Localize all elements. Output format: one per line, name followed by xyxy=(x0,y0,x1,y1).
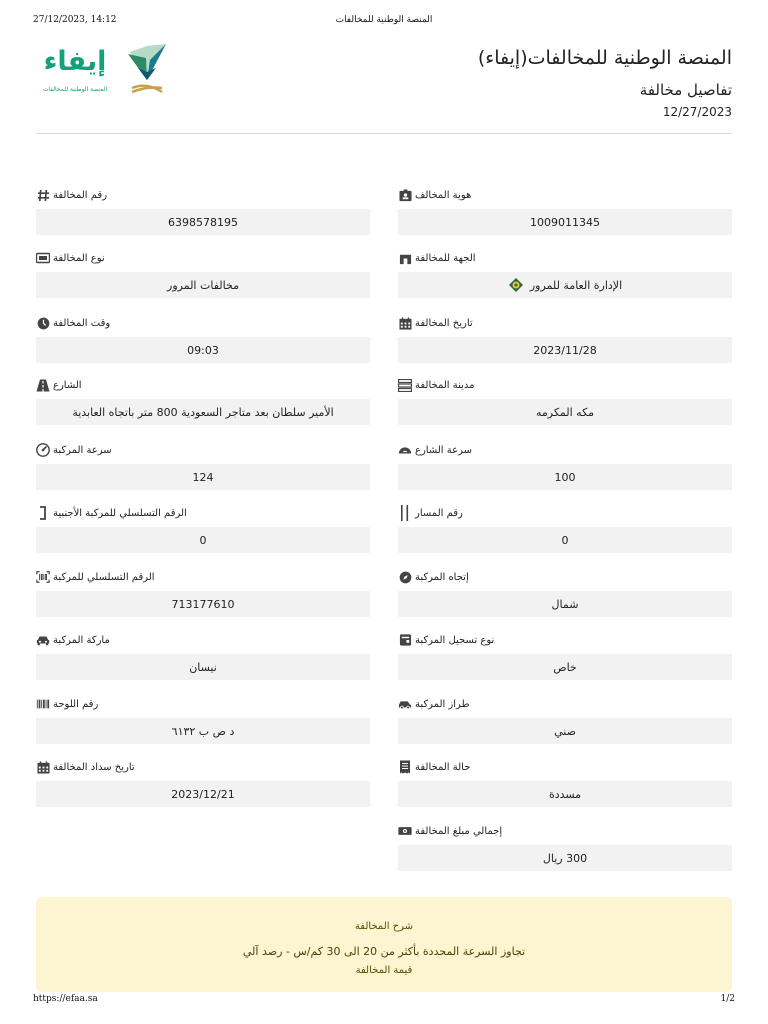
hash-icon xyxy=(36,188,50,202)
field-vehicle-speed xyxy=(36,440,370,490)
field-registration-type xyxy=(398,630,732,680)
money-icon xyxy=(398,824,412,838)
field-value: مخالفات المرور xyxy=(167,278,239,292)
field-violation-date xyxy=(398,313,732,363)
print-url: https://efaa.sa xyxy=(33,994,98,1004)
field-label: تاريخ سداد المخالفة xyxy=(53,761,135,773)
city-icon xyxy=(398,378,412,392)
header-divider xyxy=(36,133,732,134)
field-vehicle-direction xyxy=(398,567,732,617)
calendar-icon xyxy=(36,760,50,774)
field-label: إتجاه المركبة xyxy=(415,571,469,583)
page-header xyxy=(312,44,732,120)
field-label: الجهة للمخالفة xyxy=(415,252,476,264)
field-violation-time xyxy=(36,313,370,363)
field-value: 0 xyxy=(561,533,569,547)
field-value: 1009011345 xyxy=(530,215,600,229)
field-value: مكه المكرمه xyxy=(535,405,595,419)
field-value: مسددة xyxy=(548,787,582,801)
field-label: رقم المسار xyxy=(415,507,463,519)
field-foreign-serial xyxy=(36,503,370,553)
field-label: نوع المخالفة xyxy=(53,252,105,264)
field-payment-date xyxy=(36,757,370,807)
field-value: 124 xyxy=(192,470,214,484)
field-label: الرقم التسلسلي للمركبة الأجنبية xyxy=(53,507,187,519)
field-street-speed xyxy=(398,440,732,490)
field-label: سرعة المركبة xyxy=(53,444,112,456)
barcode-icon xyxy=(36,697,50,711)
field-value: 2023/11/28 xyxy=(533,343,597,357)
field-violation-city xyxy=(398,375,732,425)
clock-icon xyxy=(36,316,50,330)
field-label: تاريخ المخالفة xyxy=(415,317,473,329)
field-label: سرعة الشارع xyxy=(415,444,472,456)
field-violation-type xyxy=(36,248,370,298)
field-violation-status xyxy=(398,757,732,807)
field-label: طراز المركبة xyxy=(415,698,470,710)
violation-value-heading: قيمة المخالفة xyxy=(355,965,413,976)
receipt-icon xyxy=(398,760,412,774)
field-label: حالة المخالفة xyxy=(415,761,471,773)
field-value: الأمير سلطان بعد متاجر السعودية 800 متر باتجاه العابدية xyxy=(72,405,334,419)
efaa-tagline: المنصة الوطنية للمخالفات xyxy=(42,86,108,93)
car-icon xyxy=(36,633,50,647)
lane-icon xyxy=(398,506,412,520)
field-value: د ص ب ٦١٣٢ xyxy=(171,724,235,738)
print-doc-title: المنصة الوطنية للمخالفات xyxy=(335,15,433,25)
bracket-icon xyxy=(36,506,50,520)
print-page-number: 1/2 xyxy=(720,994,735,1004)
field-label: نوع تسجيل المركبة xyxy=(415,634,495,646)
barcode-scan-icon xyxy=(36,570,50,584)
speed-sign-icon xyxy=(398,443,412,457)
field-plate-number xyxy=(36,694,370,744)
traffic-dept-logo-icon xyxy=(508,277,524,293)
field-label: مدينة المخالفة xyxy=(415,379,475,391)
field-vehicle-model xyxy=(398,694,732,744)
field-label: رقم المخالفة xyxy=(53,189,108,201)
field-value: شمال xyxy=(551,597,579,611)
road-icon xyxy=(36,378,50,392)
field-value: 2023/12/21 xyxy=(171,787,235,801)
explanation-text: تجاوز السرعة المحددة بأكثر من 20 الى 30 كم/س - رصد آلي xyxy=(242,945,526,958)
field-total-amount xyxy=(398,821,732,871)
violation-explanation-panel xyxy=(36,897,732,992)
field-value: صني xyxy=(554,724,576,738)
field-value: نيسان xyxy=(189,660,217,674)
field-label: الشارع xyxy=(53,379,82,391)
building-icon xyxy=(398,251,412,265)
print-header xyxy=(33,15,735,29)
field-vehicle-make xyxy=(36,630,370,680)
ticket-icon xyxy=(36,251,50,265)
field-value: 713177610 xyxy=(171,597,235,611)
print-footer xyxy=(33,994,735,1006)
page-subtitle: تفاصيل مخالفة xyxy=(639,81,732,99)
field-value: 300 ريال xyxy=(542,851,588,865)
efaa-wordmark: إيفاء xyxy=(43,46,107,77)
field-label: إجمالي مبلغ المخالفة xyxy=(415,825,503,837)
field-street xyxy=(36,375,370,425)
efaa-logo xyxy=(36,40,176,100)
compass-icon xyxy=(398,570,412,584)
page-title: المنصة الوطنية للمخالفات(إيفاء) xyxy=(477,47,732,69)
field-value: 0 xyxy=(199,533,207,547)
print-datetime: 27/12/2023, 14:12 xyxy=(33,15,117,25)
field-value: خاص xyxy=(553,660,577,674)
field-value: 09:03 xyxy=(187,343,219,357)
field-value: 100 xyxy=(554,470,576,484)
field-issuing-entity xyxy=(398,248,732,298)
page-date: 12/27/2023 xyxy=(662,105,732,119)
calendar-icon xyxy=(398,316,412,330)
field-label: هوية المخالف xyxy=(415,189,472,201)
car-side-icon xyxy=(398,697,412,711)
field-vehicle-serial xyxy=(36,567,370,617)
field-value: 6398578195 xyxy=(168,215,238,229)
registration-card-icon xyxy=(398,633,412,647)
field-label: وقت المخالفة xyxy=(53,317,111,329)
saudi-emblem-icon xyxy=(122,42,172,98)
explanation-heading: شرح المخالفة xyxy=(354,921,414,932)
field-label: رقم اللوحة xyxy=(53,698,99,710)
field-value: الإدارة العامة للمرور xyxy=(529,278,623,292)
field-violator-id xyxy=(398,185,732,235)
field-label: ماركة المركبة xyxy=(53,634,110,646)
field-label: الرقم التسلسلي للمركبة xyxy=(53,571,155,583)
speedometer-icon xyxy=(36,443,50,457)
field-violation-number xyxy=(36,185,370,235)
field-lane-number xyxy=(398,503,732,553)
id-card-icon xyxy=(398,188,412,202)
